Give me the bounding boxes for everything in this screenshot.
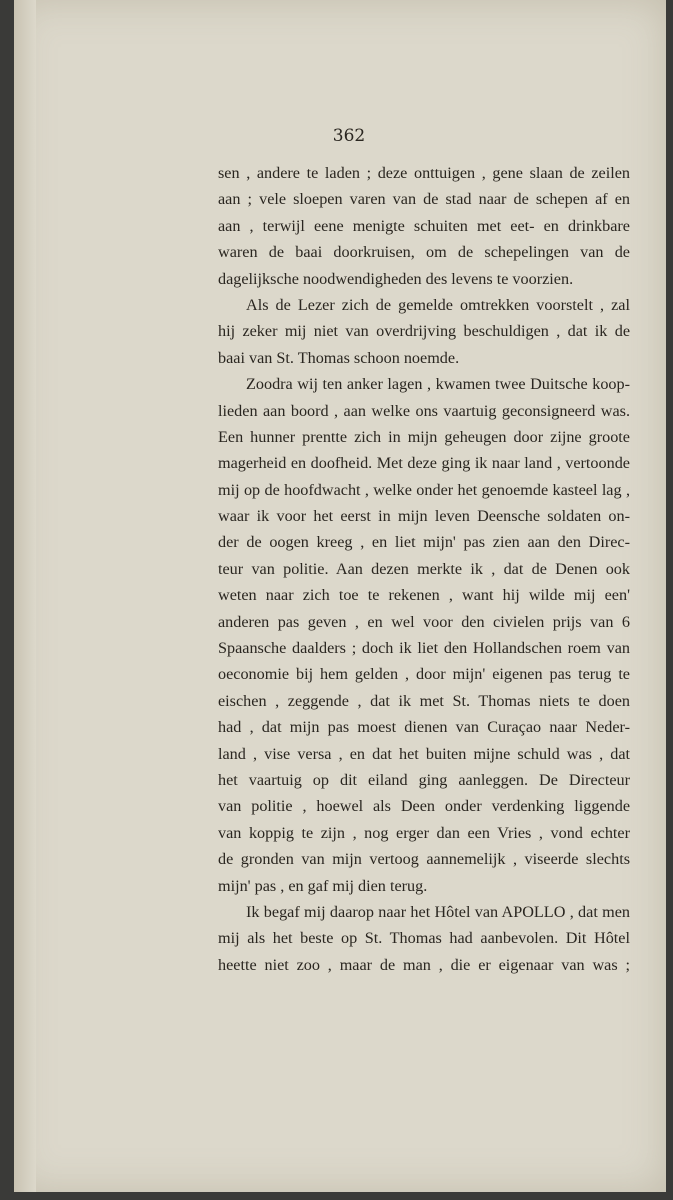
text-line: sen , andere te laden ; deze onttuigen , gene slaan de zeilen xyxy=(218,164,630,182)
text-line: der de oogen kreeg , en liet mijn' pas zien aan den Direc- xyxy=(218,533,630,552)
text-line: baai van St. Thomas schoon noemde. xyxy=(218,348,460,367)
text-line: het vaartuig op dit eiland ging aanleggen. De Directeur xyxy=(218,770,630,789)
text-line: mijn' pas , en gaf mij dien terug. xyxy=(218,876,428,895)
text-line: mij als het beste op St. Thomas had aanbevolen. Dit Hôtel xyxy=(218,929,630,948)
text-line: Ik begaf mij daarop naar het Hôtel van APOLLO , dat men xyxy=(246,902,630,921)
text-line: weten naar zich toe te rekenen , want hij wilde mij een' xyxy=(218,586,630,605)
text-line: aan , terwijl eene menigte schuiten met eet- en drinkbare xyxy=(218,216,630,235)
page-binding-edge xyxy=(14,0,36,1192)
text-line: van koppig te zijn , nog erger dan een Vries , vond echter xyxy=(218,823,630,842)
text-line: oeconomie bij hem gelden , door mijn' eigenen pas terug te xyxy=(218,665,630,684)
text-line: hij zeker mij niet van overdrijving beschuldigen , dat ik de xyxy=(218,322,630,341)
text-line: anderen pas geven , en wel voor den civielen prijs van 6 xyxy=(218,612,630,631)
page-number: 362 xyxy=(332,126,366,146)
text-line: dagelijksche noodwendigheden des levens te voorzien. xyxy=(218,269,574,288)
text-line: Als de Lezer zich de gemelde omtrekken voorstelt , zal xyxy=(246,295,630,314)
text-line: land , vise versa , en dat het buiten mijne schuld was , dat xyxy=(218,744,630,763)
text-line: aan ; vele sloepen varen van de stad naar de schepen af en xyxy=(218,190,630,209)
book-page xyxy=(14,0,666,1192)
text-line: waren de baai doorkruisen, om de schepelingen van de xyxy=(218,243,630,262)
text-line: mij op de hoofdwacht , welke onder het genoemde kasteel lag , xyxy=(218,480,630,499)
text-line: had , dat mijn pas moest dienen van Curaçao naar Neder- xyxy=(218,718,630,737)
text-line: Een hunner prentte zich in mijn geheugen door zijne groote xyxy=(218,427,630,446)
text-line: Zoodra wij ten anker lagen , kwamen twee Duitsche koop- xyxy=(246,375,630,394)
text-line: eischen , zeggende , dat ik met St. Thomas niets te doen xyxy=(218,691,630,710)
text-line: waar ik voor het eerst in mijn leven Deensche soldaten on- xyxy=(218,507,630,526)
body-text xyxy=(218,160,630,978)
text-line: Spaansche daalders ; doch ik liet den Hollandschen roem van xyxy=(218,639,630,658)
text-line: heette niet zoo , maar de man , die er eigenaar van was ; xyxy=(218,955,630,974)
text-line: magerheid en doofheid. Met deze ging ik naar land , vertoonde xyxy=(218,454,630,473)
text-line: lieden aan boord , aan welke ons vaartuig geconsigneerd was. xyxy=(218,401,630,420)
text-line: de gronden van mijn vertoog aannemelijk , viseerde slechts xyxy=(218,850,630,869)
text-line: teur van politie. Aan dezen merkte ik , dat de Denen ook xyxy=(218,559,630,578)
text-line: van politie , hoewel als Deen onder verdenking liggende xyxy=(218,797,630,816)
